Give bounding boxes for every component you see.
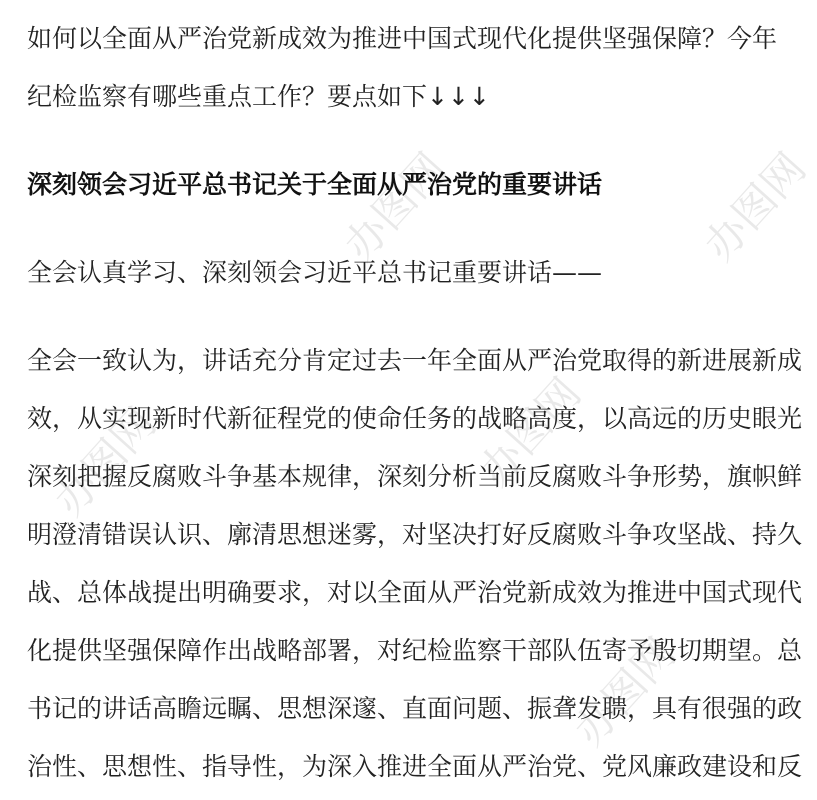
watermark-3: 办图网 [469,368,591,495]
body-line-8: 治性、思想性、指导性，为深入推进全面从严治党、党风廉政建设和反 [27,752,803,781]
lead-line: 全会认真学习、深刻领会习近平总书记重要讲话—— [27,258,603,287]
watermark-1: 办图网 [334,143,456,270]
body-line-5: 战、总体战提出明确要求，对以全面从严治党新成效为推进中国式现代 [27,578,803,607]
body-line-3: 深刻把握反腐败斗争基本规律，深刻分析当前反腐败斗争形势，旗帜鲜 [27,462,803,491]
body-line-7: 书记的讲话高瞻远瞩、思想深邃、直面问题、振聋发聩，具有很强的政 [27,694,803,723]
watermark-2: 办图网 [694,143,816,270]
body-line-6: 化提供坚强保障作出战略部署，对纪检监察干部队伍寄予殷切期望。总 [27,636,803,665]
intro-line-2: 纪检监察有哪些重点工作？要点如下↓↓↓ [27,82,490,111]
watermark-5: 办图网 [564,628,686,755]
section-heading: 深刻领会习近平总书记关于全面从严治党的重要讲话 [27,170,603,199]
watermark-4: 办图网 [44,398,166,525]
body-line-1: 全会一致认为，讲话充分肯定过去一年全面从严治党取得的新进展新成 [27,346,803,375]
body-line-2: 效，从实现新时代新征程党的使命任务的战略高度，以高远的历史眼光 [27,404,803,433]
body-line-4: 明澄清错误认识、廓清思想迷雾，对坚决打好反腐败斗争攻坚战、持久 [27,520,803,549]
intro-line-1: 如何以全面从严治党新成效为推进中国式现代化提供坚强保障？今年 [27,24,778,53]
